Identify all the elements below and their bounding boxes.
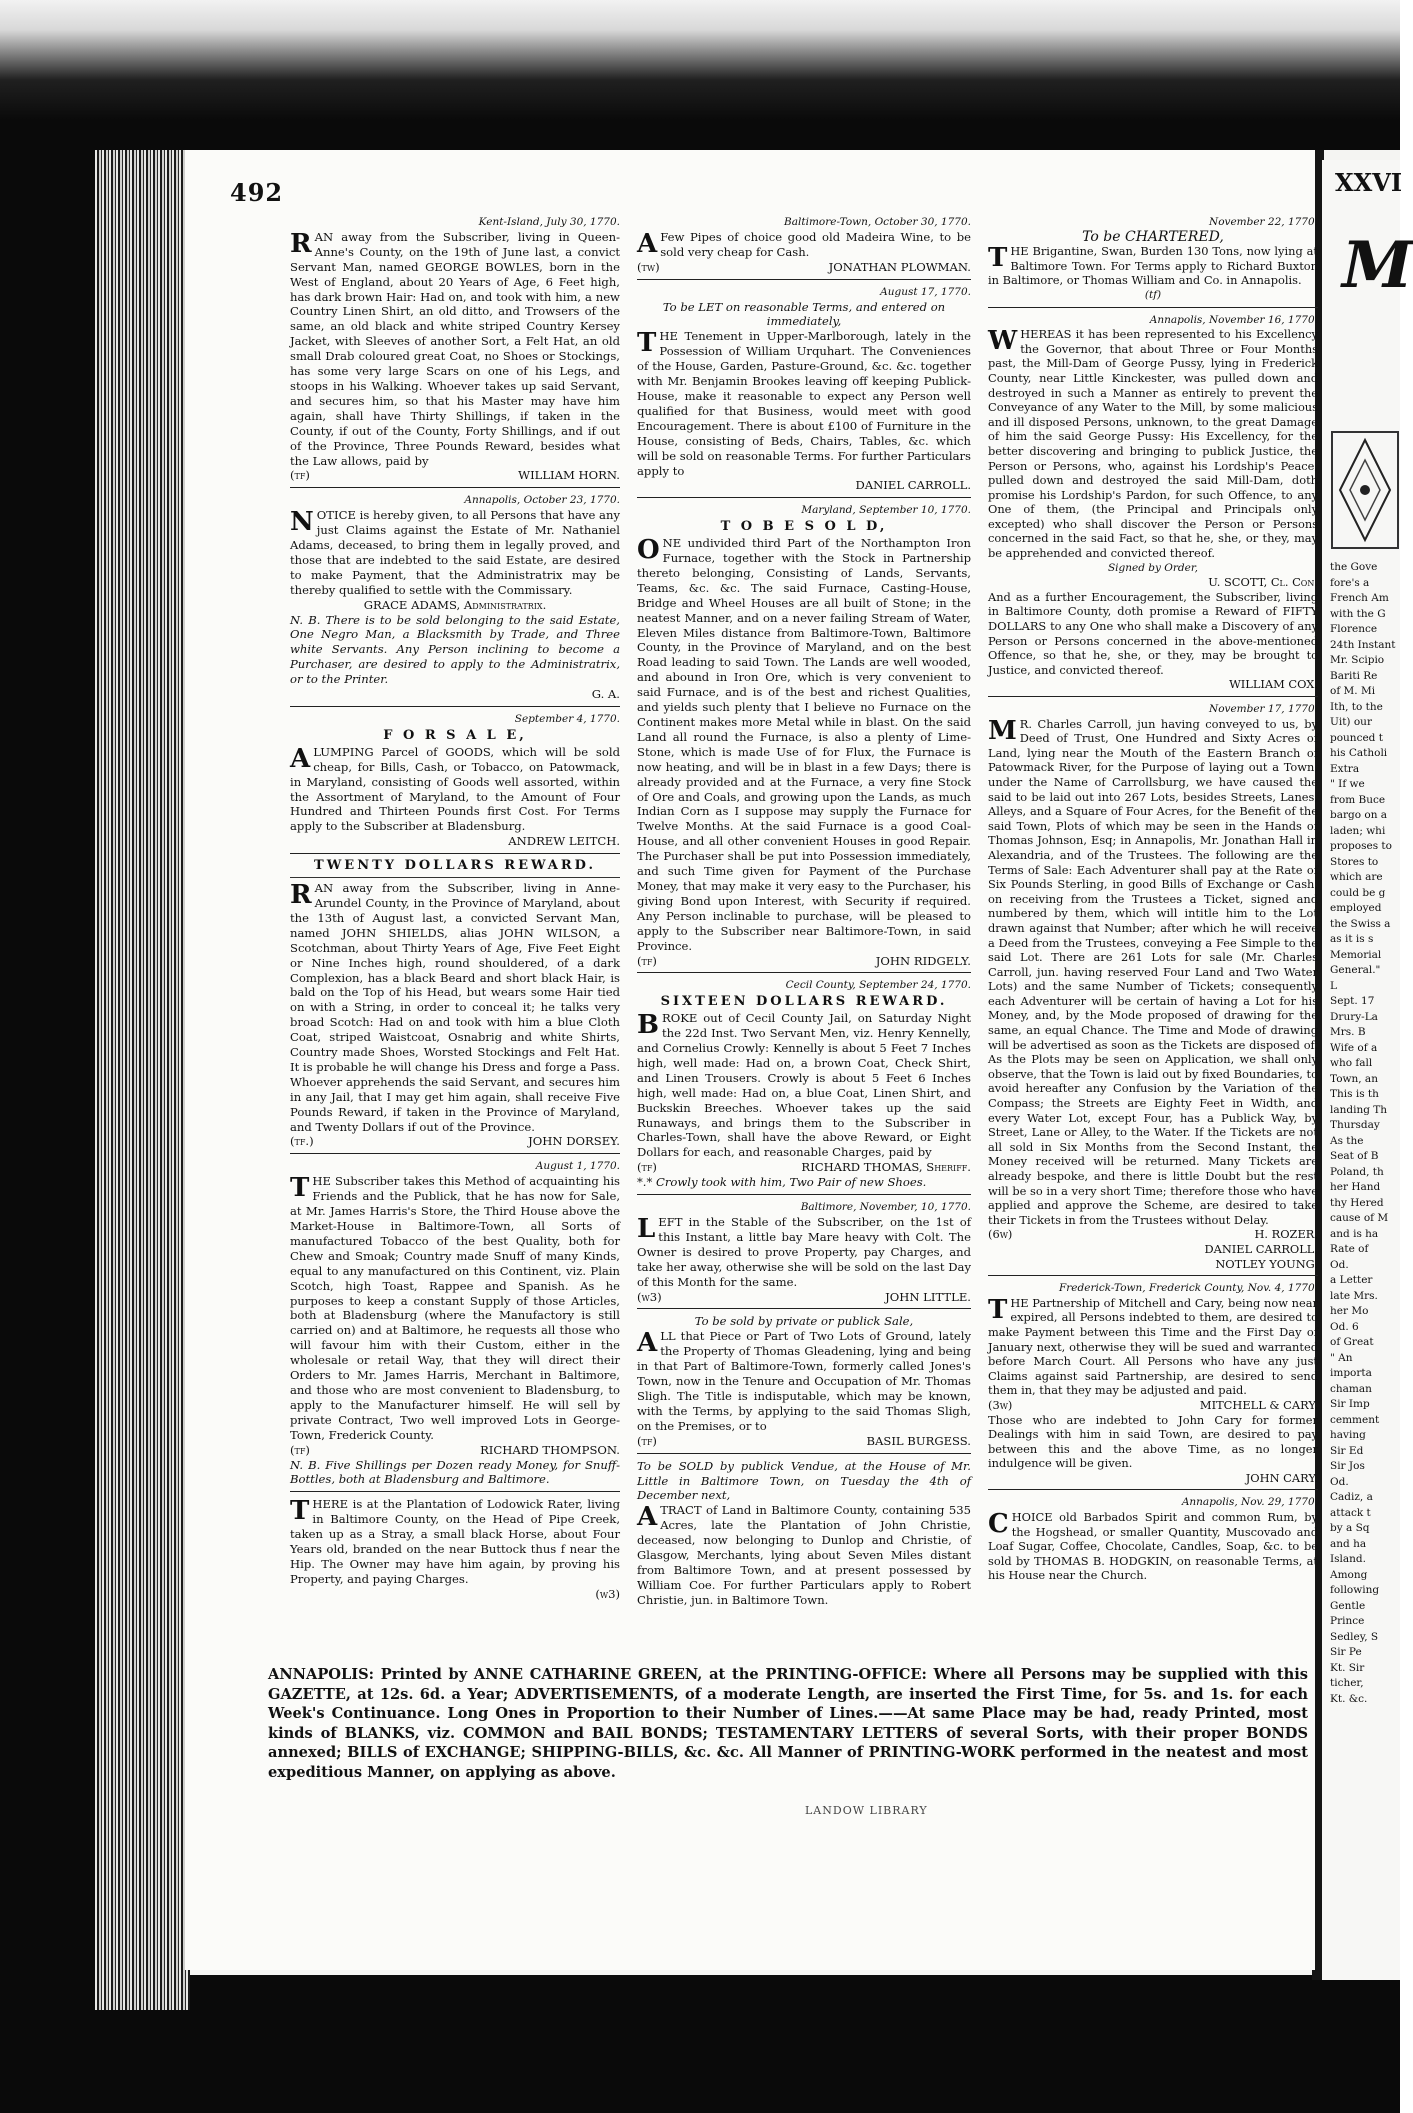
ad-body: THE Subscriber takes this Method of acquainting his Friends and the Publick, that he has now for Sale, at Mr. James Harris's Store, the Third House above the Market-House in Baltimore-Town, all Sorts of manufactured Tobacco of the best Quality, both for Chew and Smoak; Country made Snuff of many Kinds, equal to any manufactured on this Continent, viz. Plain Scotch, high Toast, Rappee and Spanish. As he purposes to keep a constant Supply of those Articles, both at Bladensburg (where the Manufactory is still carried on) and at Baltimore, he requests all those who will favour him with their Custom, either in the wholesale or retail Way, that they will direct their Orders to Mr. James Harris, Merchant in Baltimore, and those who are most convenient to Bladensburg, to apply to the Manufacturer himself. He will sell by private Contract, Two well improved Lots in George-Town, Frederick County. [290,1173,620,1442]
signature: (tf) RICHARD THOMAS, Sheriff. [637,1160,971,1175]
signature: GRACE ADAMS, Administratrix. [363,597,547,612]
column-rule [637,1194,971,1195]
facing-page-line: Sedley, S [1330,1630,1379,1643]
facing-page-line: Stores to [1330,855,1379,868]
printer-colophon: ANNAPOLIS: Printed by ANNE CATHARINE GREEN, at the PRINTING-OFFICE: Where all Persons may be supplied with this GAZETTE, at 12s. 6d. a Year; ADVERTISEMENTS, of a moderate Length, are inserted the First Time, for 5s. and 1s. for each Week's Continuance. Long Ones in Proportion to their Number of Lines.——At same Place may be had, ready Printed, most kinds of BLANKS, viz. COMMON and BAIL BONDS; TESTAMENTARY LETTERS of several Sorts, with their proper BONDS annexed; BILLS of EXCHANGE; SHIPPING-BILLS, &c. &c. All Manner of PRINTING-WORK performed in the neatest and most expeditious Manner, on applying as above. [268,1666,1308,1781]
dateline: August 1, 1770. [535,1160,620,1173]
ad-note: N. B. Five Shillings per Dozen ready Money, for Snuff-Bottles, both at Bladensburg and Baltimore. [290,1457,620,1487]
facing-page-line: pounced t [1330,731,1383,744]
ad-brigantine-charter [988,215,1318,303]
facing-page-line: cause of M [1330,1212,1389,1224]
signature: U. SCOTT, Cl. Con. [1208,575,1318,590]
facing-page-line: Kt. Sir [1330,1661,1365,1674]
facing-page-line: L [1330,979,1337,992]
facing-page-line: Poland, th [1330,1165,1384,1178]
column-rule [637,497,971,498]
facing-page-line: of Great [1330,1336,1374,1348]
signature: (tf) RICHARD THOMPSON. [290,1442,620,1457]
facing-page-line: Prince [1330,1615,1365,1627]
facing-page-line: " An [1330,1351,1353,1364]
heading-rule [290,877,620,878]
ad-body: AFew Pipes of choice good old Madeira Wine, to be sold very cheap for Cash. [637,228,971,259]
ad-title: To be LET on reasonable Terms, and entered on immediately, [662,299,946,329]
ad-body: NOTICE is hereby given, to all Persons that have any just Claims against the Estate of Mr. Nathaniel Adams, deceased, to bring them in legally proved, and those that are indebted to the said Estate, are desired to make Payment, that the Administratrix may be thereby qualified to settle with the Commissary. [290,507,620,597]
facing-page-line: bargo on a [1330,809,1388,821]
facing-page-line: following [1330,1584,1380,1596]
facing-page-line: proposes to [1330,840,1392,852]
facing-page-line: Bariti Re [1330,669,1378,682]
ad-body: RAN away from the Subscriber, living in Queen-Anne's County, on the 19th of June last, a convict Servant Man, named GEORGE BOWLES, born in the West of England, about 20 Years of Age, 6 Feet high, has dark brown Hair: Had on, and took with him, a new Country Linen Shirt, an old ditto, and Trowsers of the same, an old black and white striped Country Kersey Jacket, with Sleeves of another Sort, a Felt Hat, an old small Drab coloured great Coat, no Shoes or Stockings, has some very large Scars on one of his Legs, and stoops in his Walking. Whoever takes up said Servant, and secures him, so that his Master may have him again, shall have Thirty Shillings, if taken in the County, if out of the County, Forty Shillings, and if out of the Province, Three Pounds Reward, besides what the Law allows, paid by [290,228,620,468]
column-rule [637,1308,971,1309]
facing-page-line: Wife of a [1330,1041,1378,1054]
dateline: Annapolis, Nov. 29, 1770. [1181,1496,1318,1509]
facing-page-line: as it is s [1330,933,1374,945]
facing-page-line: her Mo [1330,1305,1369,1317]
ad-notice-adams [290,493,620,702]
facing-page-title: XXVI [1335,168,1403,197]
facing-page-line: employed [1330,902,1382,914]
facing-page-line: importa [1330,1367,1372,1379]
ad-note: *.* Crowly took with him, Two Pair of new Shoes. [637,1175,927,1190]
facing-page-line: of M. Mi [1330,685,1376,697]
facing-page-line: Island. [1330,1553,1366,1565]
ad-body-2: Those who are indebted to John Cary for former Dealings with him in said Town, are desired to pay between this and the above Time, as no longer indulgence will be given. [988,1412,1318,1471]
ad-mill-dam [988,313,1318,692]
ad-mitchell-cary [988,1281,1318,1485]
facing-page-line: having [1330,1429,1366,1441]
dateline: November 17, 1770. [1209,703,1318,715]
ad-body: ALL that Piece or Part of Two Lots of Ground, lately the Property of Thomas Gleadening, lying and being in that Part of Baltimore-Town, formerly called Jones's Town, now in the Tenure and Occupation of Mr. Thomas Sligh. The Title is indisputable, which may be known, with the Terms, by applying to the said Thomas Sligh, on the Premises, or to [637,1328,971,1433]
signature: (tw) JONATHAN PLOWMAN. [637,259,971,274]
ad-tract-vendue [637,1459,971,1608]
facing-page-line: late Mrs. [1330,1289,1378,1302]
facing-page-line: Sir Imp [1330,1398,1370,1410]
facing-page-line: Sir Pe [1330,1646,1362,1658]
page-number: 492 [230,178,284,207]
scan-top-border [0,0,1400,150]
dateline: Kent-Island, July 30, 1770. [478,216,620,228]
facing-page-line: Sir Jos [1330,1460,1365,1472]
mark: (tf) [1144,288,1162,301]
column-rule [988,696,1318,697]
signature: (tf.) JOHN DORSEY. [290,1134,620,1149]
facing-page-line: Florence [1330,623,1378,635]
ad-body: CHOICE old Barbados Spirit and common Rum, by the Hogshead, or smaller Quantity, Muscovado and Loaf Sugar, Coffee, Chocolate, Candles, Soap, &c. to be sold by THOMAS B. HODGKIN, on reasonable Terms, at his House near the Church. [988,1509,1318,1583]
facing-page-line: Sir Ed [1330,1444,1364,1457]
dateline: Baltimore-Town, October 30, 1770. [784,216,971,228]
column-rule [637,1453,971,1454]
ad-body: ATRACT of Land in Baltimore County, containing 535 Acres, late the Plantation of John Christie, deceased, now belonging to Dunlop and Christie, of Glasgow, Merchants, lying about Seven Miles distant from Baltimore Town, and at present possessed by William Coe. For further Particulars apply to Robert Christie, jun. in Baltimore Town. [637,1502,971,1607]
facing-page-line: which are [1330,871,1383,883]
ad-body: ALUMPING Parcel of GOODS, which will be sold cheap, for Bills, Cash, or Tobacco, on Patowmack, in Maryland, consisting of Goods well assorted, within the Assortment of Maryland, to the Amount of Four Hundred and Thirteen Pounds first Cost. For Terms apply to the Subscriber at Bladensburg. [290,743,620,834]
facing-page-line: fore's a [1330,576,1370,589]
facing-page-line: with the G [1330,607,1386,620]
signature: (w3) JOHN LITTLE. [637,1289,971,1304]
dateline: Annapolis, October 23, 1770. [464,494,620,507]
ad-note: N. B. There is to be sold belonging to the said Estate, One Negro Man, a Blacksmith by Trade, and Three white Servants. Any Person inclining to become a Purchaser, are desired to apply to the Administratrix, or to the Printer. [290,612,620,687]
facing-page-text [1330,560,1400,1707]
ad-tobacco-thompson [290,1159,620,1487]
column-rule [637,279,971,280]
column-rule [290,1153,620,1154]
ad-bay-mare [637,1200,971,1304]
signature-b: DANIEL CARROLL, [1204,1241,1318,1256]
facing-page-line: cemment [1330,1413,1380,1426]
dateline: Annapolis, November 16, 1770. [1149,313,1318,326]
facing-page-line: Town, an [1330,1072,1378,1085]
ad-madeira-wine [637,215,971,275]
column-rule [637,972,971,973]
ad-body: THE Tenement in Upper-Marlborough, lately in the Possession of William Urquhart. The Conveniences of the House, Garden, Pasture-Ground, &c. &c. together with Mr. Benjamin Brookes leaving off keeping Publick-House, make it reasonable to expect any Person well qualified for that Business, would meet with good Encouragement. There is about £100 of Furniture in the House, consisting of Beds, Chairs, Tables, &c. which will be sold on reasonable Terms. For further Particulars apply to [637,328,971,478]
scan-left-border [0,150,95,2113]
dateline: September 4, 1770. [514,713,620,725]
ad-sixteen-dollars [637,978,971,1190]
ad-body-2: And as a further Encouragement, the Subscriber, living in Baltimore County, doth promise a Reward of FIFTY DOLLARS to any One who shall make a Discovery of any Person or Persons concerned in the above-mentioned Offence, so that he, she, or they, may be brought to Justice, and convicted thereof. [988,589,1318,677]
column-rule [290,853,620,854]
ad-heading: F O R S A L E, [383,727,527,743]
ad-body: LEFT in the Stable of the Subscriber, on the 1st of this Instant, a little bay Mare heavy with Colt. The Owner is desired to prove Property, pay Charges, and take her away, otherwise she will be sold on the last Day of this Month for the same. [637,1214,971,1289]
facing-page-line: Among [1330,1568,1368,1581]
facing-page-line: " If we [1330,778,1365,790]
ad-carrollsburg [988,702,1318,1271]
ad-body: BROKE out of Cecil County Jail, on Saturday Night the 22d Inst. Two Servant Men, viz. Henry Kennelly, and Cornelius Crowly: Kennelly is about 5 Feet 7 Inches high, well made: Had on, a brown Coat, Check Shirt, and Linen Trousers. Crowly is about 5 Feet 6 Inches high, well made: Had on, a blue Coat, Linen Shirt, and Buckskin Breeches. Whoever takes up the said Runaways, and brings them to the Subscriber in Charles-Town, shall have the above Reward, or Eight Dollars for each, and reasonable Charges, paid by [637,1010,971,1160]
ad-body: THE Partnership of Mitchell and Cary, being now near expired, all Persons indebted to them, are desired to make Payment between this Time and the First Day of January next, otherwise they will be sued and warranted before March Court. All Persons who have any just Claims against said Partnership, are desired to send them in, that they may be adjusted and paid. [988,1294,1318,1398]
dateline: Frederick-Town, Frederick County, Nov. 4, 1770. [1058,1282,1318,1295]
facing-page-line: Drury-La [1330,1010,1378,1023]
facing-page-line: This is th [1330,1088,1379,1100]
facing-page-line: thy Hered [1330,1196,1384,1209]
facing-page-line: Sept. 17 [1330,995,1375,1007]
column-rule [988,1275,1318,1276]
ad-body: MR. Charles Carroll, jun having conveyed to us, by Deed of Trust, One Hundred and Sixty Acres of Land, lying near the Mouth of the Eastern Branch of Patowmack River, for the Purpose of laying out a Town, under the Name of Carrollsburg, we have caused the said to be laid out into 267 Lots, besides Streets, Lanes, Alleys, and a Square of Four Acres, for the Benefit of the said Town, Plots of which may be seen in the Hands of Thomas Johnson, Esq; in Annapolis, Mr. Jonathan Hall in Alexandria, and of the Trustees. The following are the Terms of Sale: Each Adventurer shall pay at the Rate of Six Pounds Sterling, in good Bills of Exchange or Cash, on receiving from the Trustees a Ticket, signed and numbered by them, which will intitle him to the Lot drawn against that Number; after which he will receive a Deed from the Trustees, conveying a Fee Simple to the said Lot. There are 261 Lots for sale (Mr. Charles Carroll, jun. having reserved Four Land and Two Water Lots) and the same Number of Tickets; consequently each Adventurer will be certain of having a Lot for his Money, and, by the Mode proposed of drawing for the same, an equal Chance. The Time and Mode of drawing will be advertised as soon as the Tickets are disposed of. As the Plots may be seen on Application, we shall only observe, that the Town is laid out by fixed Boundaries, to avoid hereafter any Confusion by the Variation of the Compass; the Streets are Eighty Feet in Width, and every Water Lot, except Four, has a Publick Way, by Street, Lane or Alley, to the Water. If the Tickets are not all sold in Six Months from the Second Instant, the Money received will be returned. Many Tickets are already bespoke, and there is little Doubt but the rest will be so in a very short Time; therefore those who have applied and approve the Scheme, are desired to take their Tickets in from the Trustees without Delay. [988,715,1318,1227]
facing-page-line: and ha [1330,1537,1367,1550]
ad-for-sale-goods [290,712,620,849]
facing-page-line: As the [1330,1134,1364,1147]
ad-heading: TWENTY DOLLARS REWARD. [314,858,596,874]
column-2 [637,215,971,1612]
dateline: Cecil County, September 24, 1770. [785,979,971,992]
facing-page-line: and is ha [1330,1227,1379,1240]
facing-page-line: landing Th [1330,1103,1388,1116]
ad-body: ONE undivided third Part of the Northampton Iron Furnace, together with the Stock in Partnership thereto belonging, Consisting of Lands, Servants, Teams, &c. &c. The said Furnace, Casting-House, Bridge and Wheel Houses are all built of Stone; in the neatest Manner, and on a never failing Stream of Water, Eleven Miles distance from Baltimore-Town, Baltimore County, in the Province of Maryland, and on the best Road leading to said Town. The Lands are well wooded, and abound in Iron Ore, which is very convenient to said Furnace, and is of the best and richest Qualities, and yields such plenty that I believe no Furnace on the Continent makes more Metal while in blast. On the said Land all round the Furnace, is also a plenty of Lime-Stone, which is made Use of for Flux, the Furnace is now heating, and will be in blast in a few Days; there is already provided and at the Furnace, a very fine Stock of Ore and Coals, and growing upon the Lands, as much Indian Corn as I suppose may supply the Furnace for Twelve Months. At the said Furnace is a good Coal-House, and all other convenient Houses in good Repair. The Purchaser shall be put into Possession immediately, and such Time given for Payment of the Purchase Money, that may make it very easy to the Purchaser, his giving Bond upon Interest, with Security if required. Any Person inclinable to purchase, will be pleased to apply to the Subscriber near Baltimore-Town, in said Province. [637,535,971,953]
mark: (w3) [595,1586,620,1601]
masthead-ornament-icon [1330,430,1400,550]
column-rule [290,1491,620,1492]
facing-page-line: the Gove [1330,561,1378,573]
ad-runaway-bowles [290,215,620,483]
facing-page-line: Uit) our [1330,716,1372,728]
signature: (tf) JOHN RIDGELY. [637,953,971,968]
facing-page-line: General." [1330,964,1381,976]
ad-stray-horse [290,1497,620,1601]
ad-body: THERE is at the Plantation of Lodowick Rater, living in Baltimore County, on the Head of Pipe Creek, taken up as a Stray, a small black Horse, about Four Years old, branded on the near Buttock thus f near the Hip. The Owner may have him again, by proving his Property, and paying Charges. [290,1496,620,1586]
signature: DANIEL CARROLL. [855,478,971,493]
library-stamp: LANDOW LIBRARY [805,1804,928,1817]
ad-tenement-let [637,285,971,494]
ad-title: To be SOLD by publick Vendue, at the House of Mr. Little in Baltimore Town, on Tuesday the 4th of December next, [637,1458,971,1503]
column-1 [290,215,620,1606]
facing-page-line: ticher, [1330,1677,1364,1689]
facing-page-line: his Catholi [1330,747,1388,759]
ad-title: To be sold by private or publick Sale, [694,1314,914,1329]
signed-by: Signed by Order, [1107,561,1199,574]
facing-page-line: Gentle [1330,1599,1366,1612]
scan-bottom-border [95,1975,1400,2113]
dateline: August 17, 1770. [880,285,971,298]
initials: G. A. [591,687,620,702]
signature-2: WILLIAM COX. [1229,677,1318,692]
ad-heading: SIXTEEN DOLLARS REWARD. [660,994,948,1010]
signature-c: NOTLEY YOUNG. [1215,1256,1318,1271]
ad-body: THE Brigantine, Swan, Burden 130 Tons, now lying at Baltimore Town. For Terms apply to Richard Buxton in Baltimore, or Thomas William and Co. in Annapolis. [988,243,1318,288]
signature: (6w) H. ROZER, [988,1227,1318,1242]
ad-lots-sale [637,1314,971,1448]
ad-body: RAN away from the Subscriber, living in Anne-Arundel County, in the Province of Maryland, about the 13th of August last, a convicted Servant Man, named JOHN SHIELDS, alias JOHN WILSON, a Scotchman, about Thirty Years of Age, Five Feet Eight or Nine Inches high, round shouldered, of a dark Complexion, has a black Beard and short black Hair, is bald on the Top of his Head, but wears some Hair tied on with a String, in order to conceal it; he talks very broad Scotch: Had on and took with him a blue Cloth Coat, striped Waistcoat, Osnabrig and white Shirts, Country made Shoes, Worsted Stockings and Felt Hat. It is probable he will change his Dress and forge a Pass. Whoever apprehends the said Servant, and secures him in any Jail, that I may get him again, shall receive Five Pounds Reward, if taken in the Province of Maryland, and Twenty Dollars if out of the Province. [290,880,621,1134]
facing-page-line: Cadiz, a [1330,1491,1373,1503]
facing-page-line: a Letter [1330,1274,1373,1286]
facing-page-line: by a Sq [1330,1522,1370,1534]
signature: (tf) BASIL BURGESS. [637,1433,971,1448]
facing-page-line: from Buce [1330,793,1386,806]
column-3 [988,215,1318,1587]
facing-page-line: Extra [1330,762,1360,775]
facing-page-line: attack t [1330,1506,1371,1519]
ad-iron-furnace [637,503,971,968]
ad-title: To be CHARTERED, [1082,228,1224,245]
facing-page-line: her Hand [1330,1181,1381,1193]
column-rule [988,307,1318,308]
signature: (tf) WILLIAM HORN. [290,468,620,483]
ad-twenty-dollars [290,859,620,1149]
facing-page-line: could be g [1330,886,1386,899]
signature: (3w) MITCHELL & CARY. [988,1397,1318,1412]
facing-page-line: laden; whi [1330,824,1386,837]
facing-page-line: the Swiss a [1330,917,1391,930]
facing-page-line: Memorial [1330,948,1382,961]
facing-page-line: Seat of B [1330,1150,1379,1162]
facing-page-line: Ith, to the [1330,700,1383,713]
facing-page-line: Mr. Scipio [1330,654,1385,666]
dateline: Baltimore, November, 10, 1770. [800,1201,971,1214]
facing-page-line: chaman [1330,1382,1372,1395]
facing-page-line: Kt. &c. [1330,1692,1368,1705]
book-spine-edge [95,150,190,2010]
facing-page-line: Od. [1330,1475,1349,1488]
dateline: Maryland, September 10, 1770. [801,504,971,517]
dateline: November 22, 1770. [1209,216,1318,228]
signature-2: JOHN CARY. [1245,1470,1318,1485]
facing-page-line: Mrs. B [1330,1026,1366,1038]
facing-page-line: Od. [1330,1258,1349,1271]
signature: ANDREW LEITCH. [508,834,620,849]
facing-page-initial: M [1342,228,1413,303]
ad-body: WHEREAS it has been represented to his Excellency the Governor, that about Three or Four Months past, the Mill-Dam of George Pussy, lying in Frederick County, near Little Kinckester, was pulled down and destroyed in such a Manner as entirely to prevent the Conveyance of any Water to the Mill, by some malicious and ill disposed Persons, unknown, to the great Damage of him the said George Pussy: His Excellency, for the better discovering and bringing to publick Justice, the Person or Persons, who, against his Lordship's Peace, pulled down and destroyed the said Mill-Dam, doth promise his Lordship's Pardon, for such Offence, to any One of them, (the Principal and Principals only excepted) who shall discover the Person or Persons concerned in the said Fact, so that he, she, or they, may be apprehended and convicted thereof. [988,326,1318,561]
ad-barbados-rum [988,1495,1318,1583]
facing-page-line: 24th Instant [1330,638,1396,651]
facing-page-line: Od. 6 [1330,1320,1359,1333]
ad-heading: T O B E S O L D, [720,519,888,535]
facing-page-line: who fall [1330,1057,1373,1069]
facing-page-line: Rate of [1330,1243,1369,1255]
facing-page-line: French Am [1330,592,1389,604]
column-rule [290,706,620,707]
column-rule [988,1489,1318,1490]
column-rule [290,487,620,488]
facing-page-line: Thursday [1330,1119,1380,1131]
